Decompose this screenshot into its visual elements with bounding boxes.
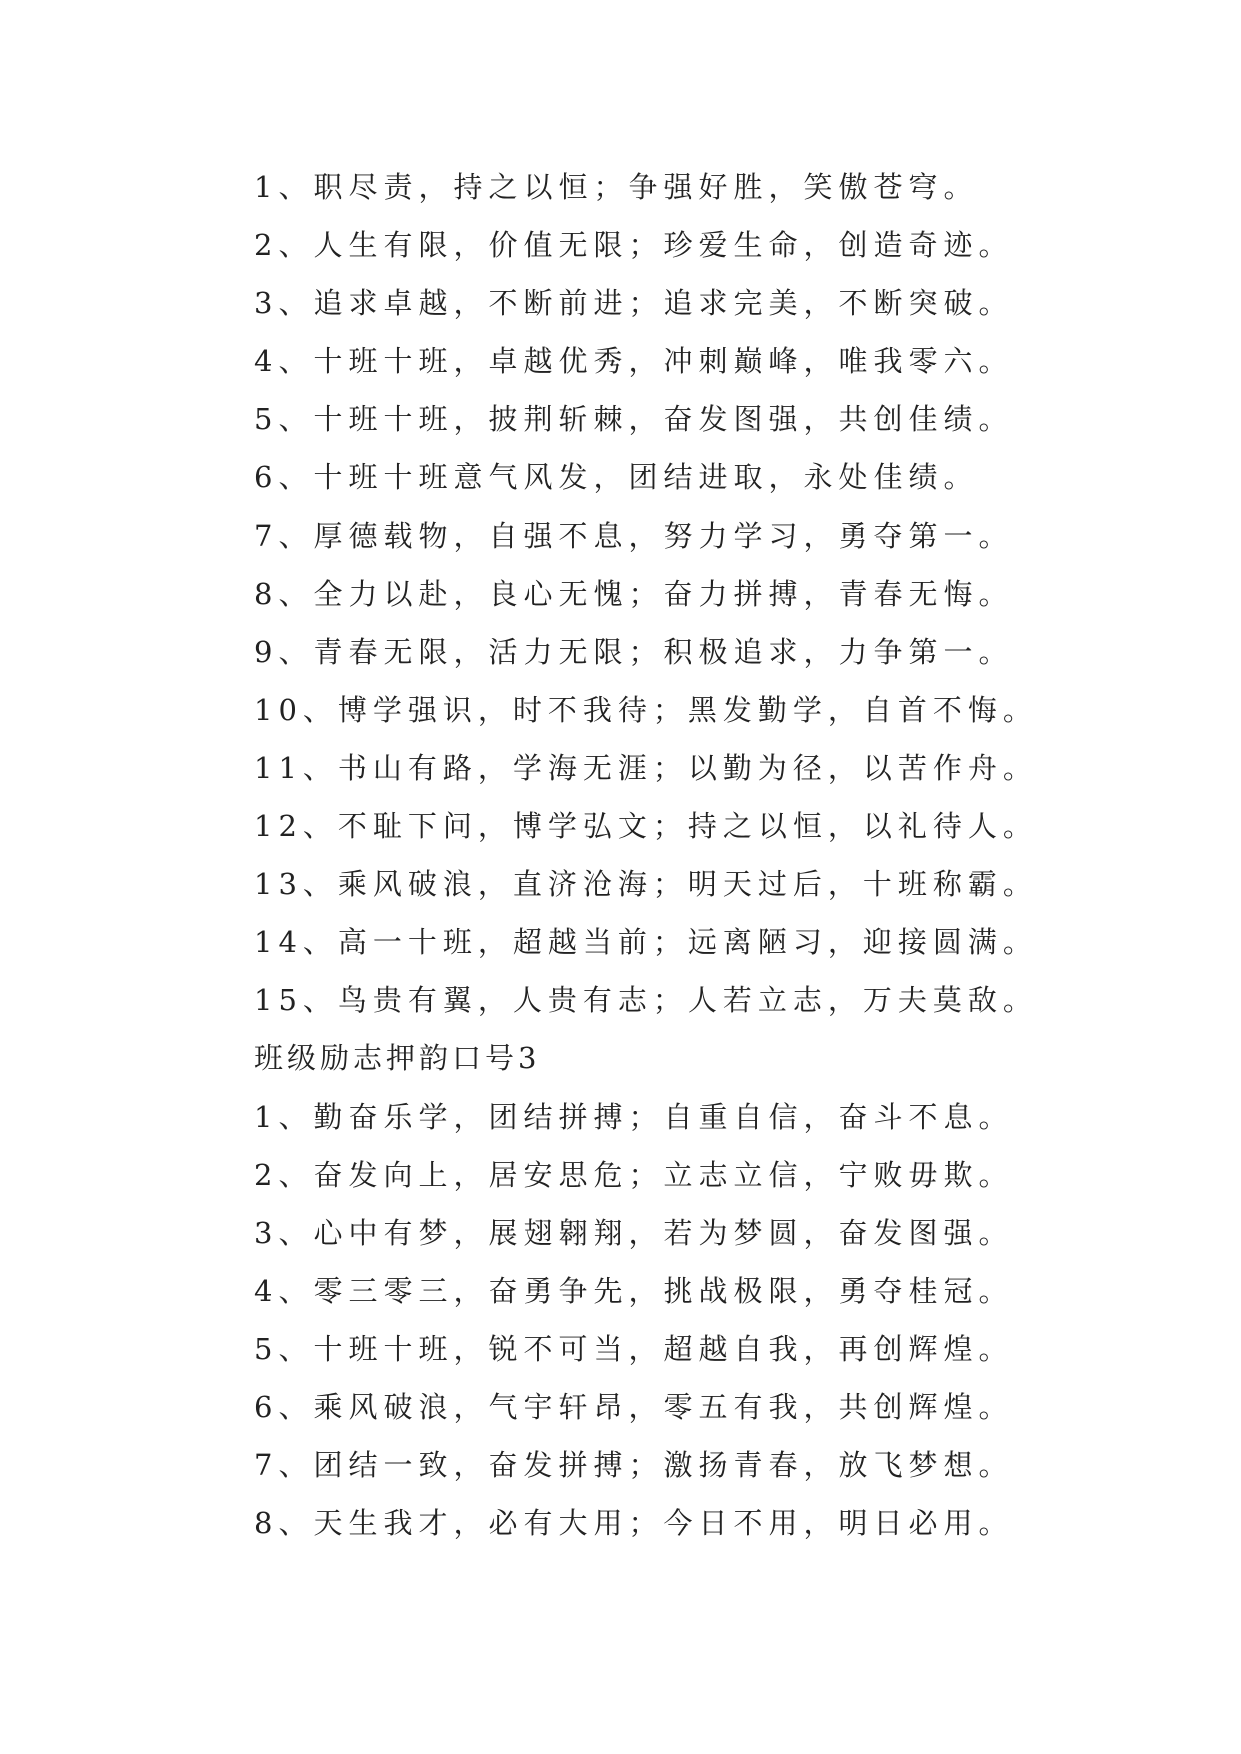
slogan-line: 1、职尽责，持之以恒；争强好胜，笑傲苍穹。 <box>254 170 979 204</box>
slogan-line: 9、青春无限，活力无限；积极追求，力争第一。 <box>254 634 1014 669</box>
slogan-line: 3、心中有梦，展翅翱翔，若为梦圆，奋发图强。 <box>254 1215 1014 1250</box>
slogan-line: 10、博学强识，时不我待；黑发勤学，自首不悔。 <box>254 692 1038 727</box>
section-heading: 班级励志押韵口号3 <box>254 1041 541 1076</box>
slogan-line: 14、高一十班，超越当前；远离陋习，迎接圆满。 <box>254 925 1038 960</box>
slogan-line: 2、奋发向上，居安思危；立志立信，宁败毋欺。 <box>254 1157 1014 1192</box>
slogan-line: 2、人生有限，价值无限；珍爱生命，创造奇迹。 <box>254 228 1014 263</box>
slogan-line: 6、乘风破浪，气宇轩昂，零五有我，共创辉煌。 <box>254 1389 1014 1424</box>
slogan-line: 4、零三零三，奋勇争先，挑战极限，勇夺桂冠。 <box>254 1273 1014 1308</box>
slogan-line: 6、十班十班意气风发，团结进取，永处佳绩。 <box>254 460 979 495</box>
slogan-line: 15、鸟贵有翼，人贵有志；人若立志，万夫莫敌。 <box>254 983 1038 1018</box>
slogan-line: 5、十班十班，披荆斩棘，奋发图强，共创佳绩。 <box>254 402 1014 437</box>
document-body <box>254 158 1174 1552</box>
slogan-line: 11、书山有路，学海无涯；以勤为径，以苦作舟。 <box>254 750 1038 785</box>
slogan-line: 8、全力以赴，良心无愧；奋力拼搏，青春无悔。 <box>254 576 1014 611</box>
slogan-line: 13、乘风破浪，直济沧海；明天过后，十班称霸。 <box>254 867 1038 902</box>
slogan-line: 7、团结一致，奋发拼搏；激扬青春，放飞梦想。 <box>254 1448 1014 1483</box>
slogan-line: 1、勤奋乐学，团结拼搏；自重自信，奋斗不息。 <box>254 1099 1014 1134</box>
slogan-line: 5、十班十班，锐不可当，超越自我，再创辉煌。 <box>254 1331 1014 1366</box>
slogan-line: 8、天生我才，必有大用；今日不用，明日必用。 <box>254 1506 1014 1541</box>
slogan-line: 4、十班十班，卓越优秀，冲刺巅峰，唯我零六。 <box>254 344 1014 379</box>
slogan-line: 7、厚德载物，自强不息，努力学习，勇夺第一。 <box>254 518 1014 553</box>
slogan-line: 3、追求卓越，不断前进；追求完美，不断突破。 <box>254 286 1014 321</box>
slogan-line: 12、不耻下问，博学弘文；持之以恒，以礼待人。 <box>254 809 1038 844</box>
